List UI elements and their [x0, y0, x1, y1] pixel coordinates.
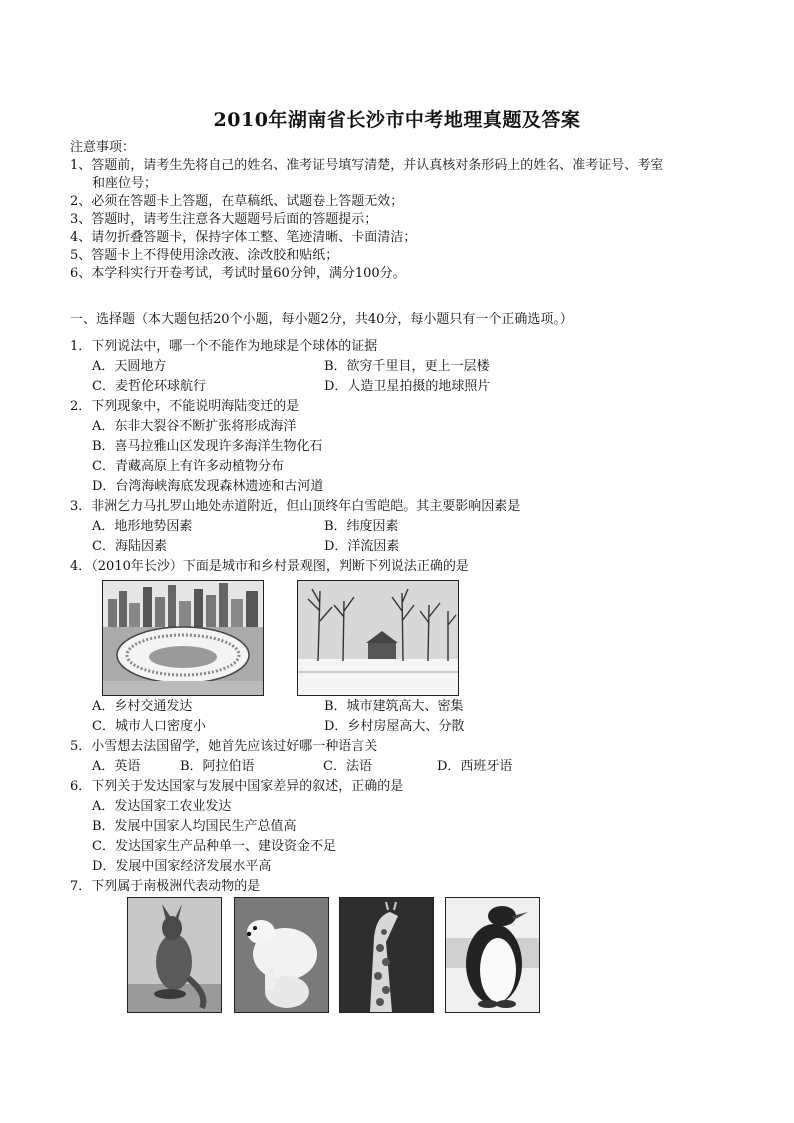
penguin-image [445, 897, 540, 1013]
q4-option-a: A．乡村交通发达 [92, 699, 193, 714]
q3-option-b: B．纬度因素 [324, 519, 399, 534]
q4-option-c: C．城市人口密度小 [92, 719, 206, 734]
q6-option-c: C．发达国家生产品种单一、建设资金不足 [92, 839, 336, 854]
notice-item: 2、必须在答题卡上答题，在草稿纸、试题卷上答题无效； [70, 194, 404, 209]
q2-option-d: D．台湾海峡海底发现森林遗迹和古河道 [92, 479, 324, 494]
q6-option-a: A．发达国家工农业发达 [92, 799, 232, 814]
q1-stem: 1．下列说法中，哪一个不能作为地球是个球体的证据 [70, 339, 378, 354]
q3-stem: 3．非洲乞力马扎罗山地处赤道附近，但山顶终年白雪皑皑。其主要影响因素是 [70, 499, 521, 514]
q3-option-d: D．洋流因素 [324, 539, 400, 554]
q2-option-a: A．东非大裂谷不断扩张将形成海洋 [92, 419, 297, 434]
city-stadium-image [102, 580, 264, 696]
q6-stem: 6．下列关于发达国家与发展中国家差异的叙述，正确的是 [70, 779, 404, 794]
q5-option-a: A．英语 [92, 759, 141, 774]
notice-item: 3、答题时，请考生注意各大题题号后面的答题提示； [70, 212, 378, 227]
notice-item: 1、答题前，请考生先将自己的姓名、准考证号填写清楚，并认真核对条形码上的姓名、准考证号、考室 [70, 158, 664, 173]
notice-item: 6、本学科实行开卷考试，考试时量60分钟，满分100分。 [70, 266, 406, 281]
q2-stem: 2．下列现象中，不能说明海陆变迁的是 [70, 399, 300, 414]
q4-option-b: B．城市建筑高大、密集 [324, 699, 464, 714]
q4-stem: 4．（2010年长沙）下面是城市和乡村景观图，判断下列说法正确的是 [70, 559, 469, 574]
q5-option-d: D．西班牙语 [437, 759, 513, 774]
giraffe-image [339, 897, 434, 1013]
notice-item: 5、答题卡上不得使用涂改液、涂改胶和贴纸； [70, 248, 339, 263]
polar-bear-image [234, 897, 329, 1013]
q1-option-a: A．天圆地方 [92, 359, 167, 374]
kangaroo-image [127, 897, 222, 1013]
q2-option-b: B．喜马拉雅山区发现许多海洋生物化石 [92, 439, 323, 454]
q1-option-c: C．麦哲伦环球航行 [92, 379, 206, 394]
q3-option-c: C．海陆因素 [92, 539, 167, 554]
q3-option-a: A．地形地势因素 [92, 519, 193, 534]
notice-item: 4、请勿折叠答题卡，保持字体工整、笔迹清晰、卡面清洁； [70, 230, 417, 245]
q1-option-b: B．欲穷千里目，更上一层楼 [324, 359, 490, 374]
q7-stem: 7．下列属于南极洲代表动物的是 [70, 879, 261, 894]
q4-option-d: D．乡村房屋高大、分散 [324, 719, 465, 734]
q1-option-d: D．人造卫星拍摄的地球照片 [324, 379, 491, 394]
section-heading: 一、选择题（本大题包括20个小题，每小题2分，共40分，每小题只有一个正确选项。） [70, 312, 573, 327]
q2-option-c: C．青藏高原上有许多动植物分布 [92, 459, 284, 474]
q6-option-b: B．发展中国家人均国民生产总值高 [92, 819, 297, 834]
village-winter-image [297, 580, 459, 696]
notice-heading: 注意事项： [70, 140, 136, 155]
q5-stem: 5．小雪想去法国留学，她首先应该过好哪一种语言关 [70, 739, 378, 754]
q5-option-c: C．法语 [323, 759, 372, 774]
page-title: 2010年湖南省长沙市中考地理真题及答案 [213, 109, 581, 131]
q5-option-b: B．阿拉伯语 [180, 759, 255, 774]
notice-item: 和座位号； [92, 176, 158, 191]
q6-option-d: D．发展中国家经济发展水平高 [92, 859, 272, 874]
